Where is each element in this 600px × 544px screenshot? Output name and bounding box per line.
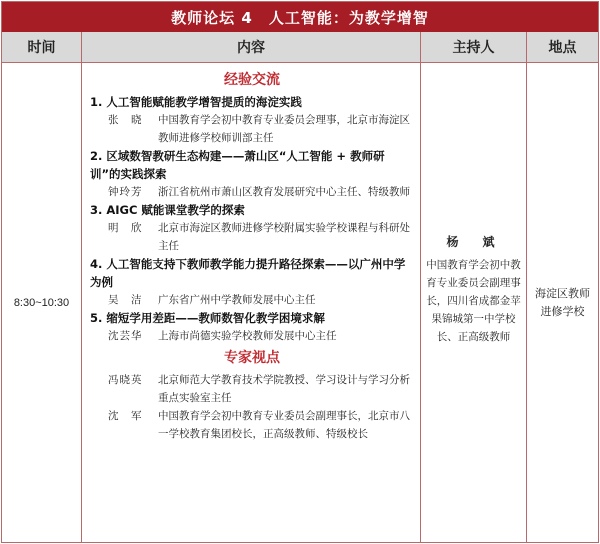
table-header-row [2,32,598,63]
location-cell [527,63,598,542]
expert [90,371,414,407]
location-value: 海淀区教师进修学校 [535,286,590,318]
header-time: 时间 [2,32,82,62]
list-item [90,201,414,255]
header-host: 主持人 [421,32,527,62]
section-expert-title: 专家视点 [224,350,280,366]
forum-title: 教师论坛 4 人工智能：为教学增智 [2,2,598,32]
list-item [90,309,414,345]
expert-desc: 北京师范大学教育技术学院教授、学习设计与学习分析重点实验室主任 [158,374,410,404]
speaker-name: 张 晓 [108,114,143,126]
time-cell [2,63,82,542]
speaker-name: 吴 洁 [108,294,143,306]
header-content: 内容 [82,32,421,62]
item-title: 2. 区域数智教研生态构建——萧山区“人工智能 + 教师研训”的实践探索 [90,149,385,181]
speaker [90,327,414,345]
expert-desc: 中国教育学会初中教育专业委员会副理事长，北京市八一学校教育集团校长，正高级教师、特级校长 [158,410,410,440]
host-name: 杨 斌 [446,235,501,249]
speaker-name: 钟玲芳 [108,186,143,198]
time-value: 8:30~10:30 [13,296,70,309]
header-location: 地点 [548,40,577,56]
section-exchange-title: 经验交流 [224,72,280,88]
expert [90,407,414,443]
list-item [90,93,414,147]
speaker-desc: 北京市海淀区教师进修学校附属实验学校课程与科研处主任 [158,222,410,252]
speaker-desc: 广东省广州中学教师发展中心主任 [158,294,316,306]
speaker [90,219,414,255]
host-desc: 中国教育学会初中教育专业委员会副理事长，四川省成都金苹果锦城第一中学校长、正高级教师 [426,259,521,343]
speaker-desc: 中国教育学会初中教育专业委员会理事，北京市海淀区教师进修学校师训部主任 [158,114,410,144]
list-item [90,147,414,201]
speaker-name: 沈芸华 [108,330,143,342]
speaker [90,183,414,201]
item-title: 5. 缩短学用差距——教师数智化教学困境求解 [90,311,325,325]
speaker-desc: 浙江省杭州市萧山区教育发展研究中心主任、特级教师 [158,186,410,198]
host-block [425,233,522,346]
speaker [90,111,414,147]
speaker [90,291,414,309]
forum-schedule-table [1,1,599,543]
item-title: 3. AIGC 赋能课堂教学的探索 [90,203,245,217]
item-title: 1. 人工智能赋能教学增智提质的海淀实践 [90,95,302,109]
item-title: 4. 人工智能支持下教师教学能力提升路径探索——以广州中学为例 [90,257,406,289]
speaker-desc: 上海市尚德实验学校教师发展中心主任 [158,330,337,342]
list-item [90,255,414,309]
table-body-row [2,63,598,542]
host-cell [421,63,527,542]
speaker-name: 明 欣 [108,222,143,234]
expert-name: 沈 军 [108,410,143,422]
expert-name: 冯晓英 [108,374,143,386]
content-cell [82,63,421,542]
